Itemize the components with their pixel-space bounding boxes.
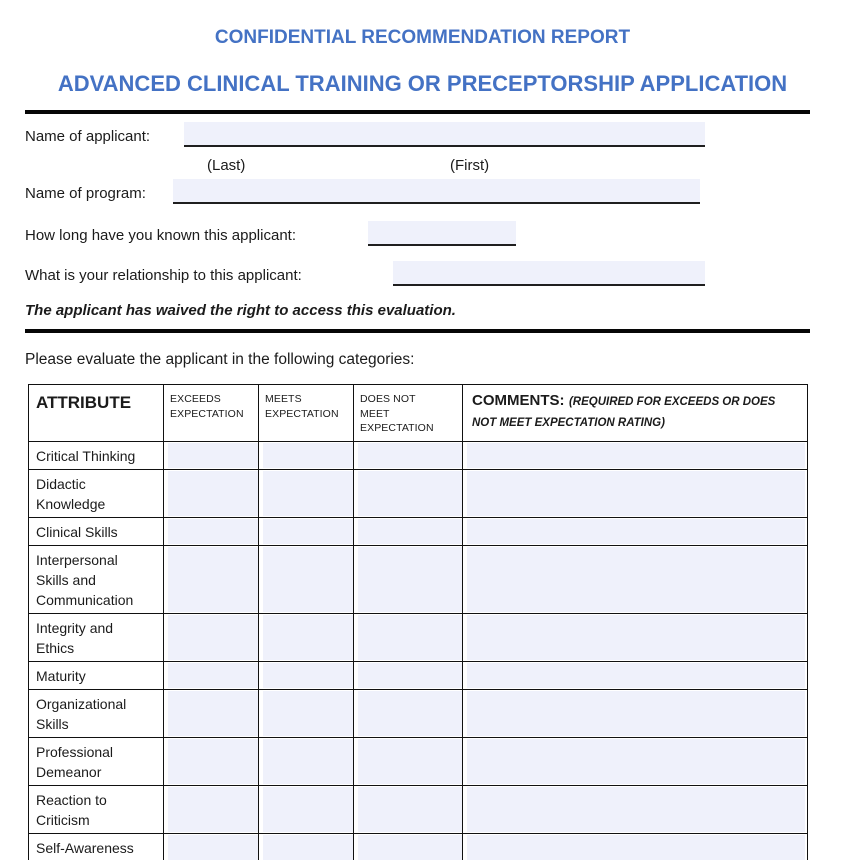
rating-cell	[259, 546, 354, 613]
comments-field[interactable]	[467, 691, 805, 736]
attribute-label: Critical Thinking	[29, 442, 164, 469]
meets-rating-field[interactable]	[263, 739, 353, 784]
rating-cell	[354, 834, 463, 860]
rating-cell	[354, 690, 463, 737]
meets-rating-field[interactable]	[263, 547, 353, 612]
exceeds-rating-field[interactable]	[168, 787, 258, 832]
rating-cell	[164, 546, 259, 613]
comments-cell	[463, 442, 807, 469]
rating-cell	[259, 614, 354, 661]
rating-cell	[164, 470, 259, 517]
program-name-label: Name of program:	[25, 185, 146, 202]
meets-rating-field[interactable]	[263, 443, 353, 468]
rating-cell	[259, 470, 354, 517]
header-does-not-meet-expectation: DOES NOT MEET EXPECTATION	[354, 385, 463, 441]
program-name-field[interactable]	[173, 179, 700, 204]
rating-cell	[354, 738, 463, 785]
rating-cell	[354, 786, 463, 833]
exceeds-rating-field[interactable]	[168, 547, 258, 612]
attribute-label: Didactic Knowledge	[29, 470, 164, 517]
comments-cell	[463, 518, 807, 545]
attribute-label: Organizational Skills	[29, 690, 164, 737]
exceeds-rating-field[interactable]	[168, 739, 258, 784]
meets-rating-field[interactable]	[263, 615, 353, 660]
comments-cell	[463, 834, 807, 860]
horizontal-rule-top	[25, 110, 810, 114]
meets-rating-field[interactable]	[263, 787, 353, 832]
does-not-meet-rating-field[interactable]	[358, 547, 462, 612]
rating-cell	[164, 690, 259, 737]
meets-rating-field[interactable]	[263, 471, 353, 516]
comments-cell	[463, 690, 807, 737]
table-row	[29, 442, 807, 470]
comments-field[interactable]	[467, 615, 805, 660]
comments-field[interactable]	[467, 787, 805, 832]
comments-cell	[463, 614, 807, 661]
does-not-meet-rating-field[interactable]	[358, 471, 462, 516]
rating-cell	[164, 518, 259, 545]
does-not-meet-rating-field[interactable]	[358, 835, 462, 860]
exceeds-rating-field[interactable]	[168, 471, 258, 516]
exceeds-rating-field[interactable]	[168, 443, 258, 468]
attribute-label: Reaction to Criticism	[29, 786, 164, 833]
table-row	[29, 786, 807, 834]
table-row	[29, 546, 807, 614]
meets-rating-field[interactable]	[263, 663, 353, 688]
comments-header-label: COMMENTS:	[472, 392, 565, 409]
table-row	[29, 662, 807, 690]
rating-cell	[354, 442, 463, 469]
rating-cell	[164, 442, 259, 469]
rating-cell	[164, 786, 259, 833]
rating-cell	[259, 442, 354, 469]
comments-cell	[463, 546, 807, 613]
comments-header-note: (REQUIRED FOR EXCEEDS OR DOES NOT MEET EXPECTATION RATING)	[472, 396, 776, 429]
applicant-name-field[interactable]	[184, 122, 705, 147]
table-row	[29, 470, 807, 518]
rating-cell	[259, 690, 354, 737]
rating-cell	[164, 614, 259, 661]
attribute-label: Self-Awareness	[29, 834, 164, 860]
attribute-label: Clinical Skills	[29, 518, 164, 545]
comments-field[interactable]	[467, 519, 805, 544]
horizontal-rule-middle	[25, 329, 810, 333]
relationship-label: What is your relationship to this applicant:	[25, 267, 302, 284]
rating-cell	[259, 738, 354, 785]
exceeds-rating-field[interactable]	[168, 663, 258, 688]
rating-cell	[164, 738, 259, 785]
rating-cell	[259, 786, 354, 833]
exceeds-rating-field[interactable]	[168, 691, 258, 736]
rating-cell	[354, 518, 463, 545]
table-body	[29, 442, 807, 860]
does-not-meet-rating-field[interactable]	[358, 691, 462, 736]
comments-field[interactable]	[467, 835, 805, 860]
attribute-label: Professional Demeanor	[29, 738, 164, 785]
table-row	[29, 614, 807, 662]
applicant-first-sublabel: (First)	[450, 157, 490, 174]
does-not-meet-rating-field[interactable]	[358, 739, 462, 784]
known-duration-label: How long have you known this applicant:	[25, 227, 296, 244]
rating-cell	[354, 470, 463, 517]
header-attribute: ATTRIBUTE	[29, 385, 164, 441]
table-row	[29, 518, 807, 546]
does-not-meet-rating-field[interactable]	[358, 787, 462, 832]
comments-field[interactable]	[467, 663, 805, 688]
comments-cell	[463, 738, 807, 785]
meets-rating-field[interactable]	[263, 691, 353, 736]
meets-rating-field[interactable]	[263, 835, 353, 860]
waiver-note: The applicant has waived the right to access this evaluation.	[25, 302, 456, 319]
rating-cell	[354, 662, 463, 689]
meets-rating-field[interactable]	[263, 519, 353, 544]
attribute-label: Interpersonal Skills and Communication	[29, 546, 164, 613]
known-duration-field[interactable]	[368, 221, 516, 246]
does-not-meet-rating-field[interactable]	[358, 519, 462, 544]
applicant-name-label: Name of applicant:	[25, 128, 151, 145]
relationship-field[interactable]	[393, 261, 705, 286]
evaluation-table	[28, 384, 808, 860]
comments-field[interactable]	[467, 443, 805, 468]
table-row	[29, 834, 807, 860]
does-not-meet-rating-field[interactable]	[358, 663, 462, 688]
applicant-last-sublabel: (Last)	[207, 157, 246, 174]
rating-cell	[259, 662, 354, 689]
attribute-label: Integrity and Ethics	[29, 614, 164, 661]
rating-cell	[354, 546, 463, 613]
table-row	[29, 690, 807, 738]
header-exceeds-expectation: EXCEEDS EXPECTATION	[164, 385, 259, 441]
exceeds-rating-field[interactable]	[168, 615, 258, 660]
header-meets-expectation: MEETS EXPECTATION	[259, 385, 354, 441]
comments-cell	[463, 786, 807, 833]
comments-field[interactable]	[467, 471, 805, 516]
comments-cell	[463, 470, 807, 517]
rating-cell	[259, 834, 354, 860]
comments-field[interactable]	[467, 547, 805, 612]
does-not-meet-rating-field[interactable]	[358, 443, 462, 468]
exceeds-rating-field[interactable]	[168, 835, 258, 860]
rating-cell	[354, 614, 463, 661]
header-comments	[463, 385, 807, 441]
table-header-row	[29, 385, 807, 442]
rating-cell	[164, 662, 259, 689]
attribute-label: Maturity	[29, 662, 164, 689]
table-row	[29, 738, 807, 786]
does-not-meet-rating-field[interactable]	[358, 615, 462, 660]
page-title: CONFIDENTIAL RECOMMENDATION REPORT	[214, 27, 631, 48]
rating-cell	[259, 518, 354, 545]
comments-field[interactable]	[467, 739, 805, 784]
evaluation-instruction: Please evaluate the applicant in the following categories:	[25, 351, 415, 368]
exceeds-rating-field[interactable]	[168, 519, 258, 544]
page-subtitle: ADVANCED CLINICAL TRAINING OR PRECEPTORSHIP APPLICATION	[57, 71, 788, 96]
comments-cell	[463, 662, 807, 689]
rating-cell	[164, 834, 259, 860]
